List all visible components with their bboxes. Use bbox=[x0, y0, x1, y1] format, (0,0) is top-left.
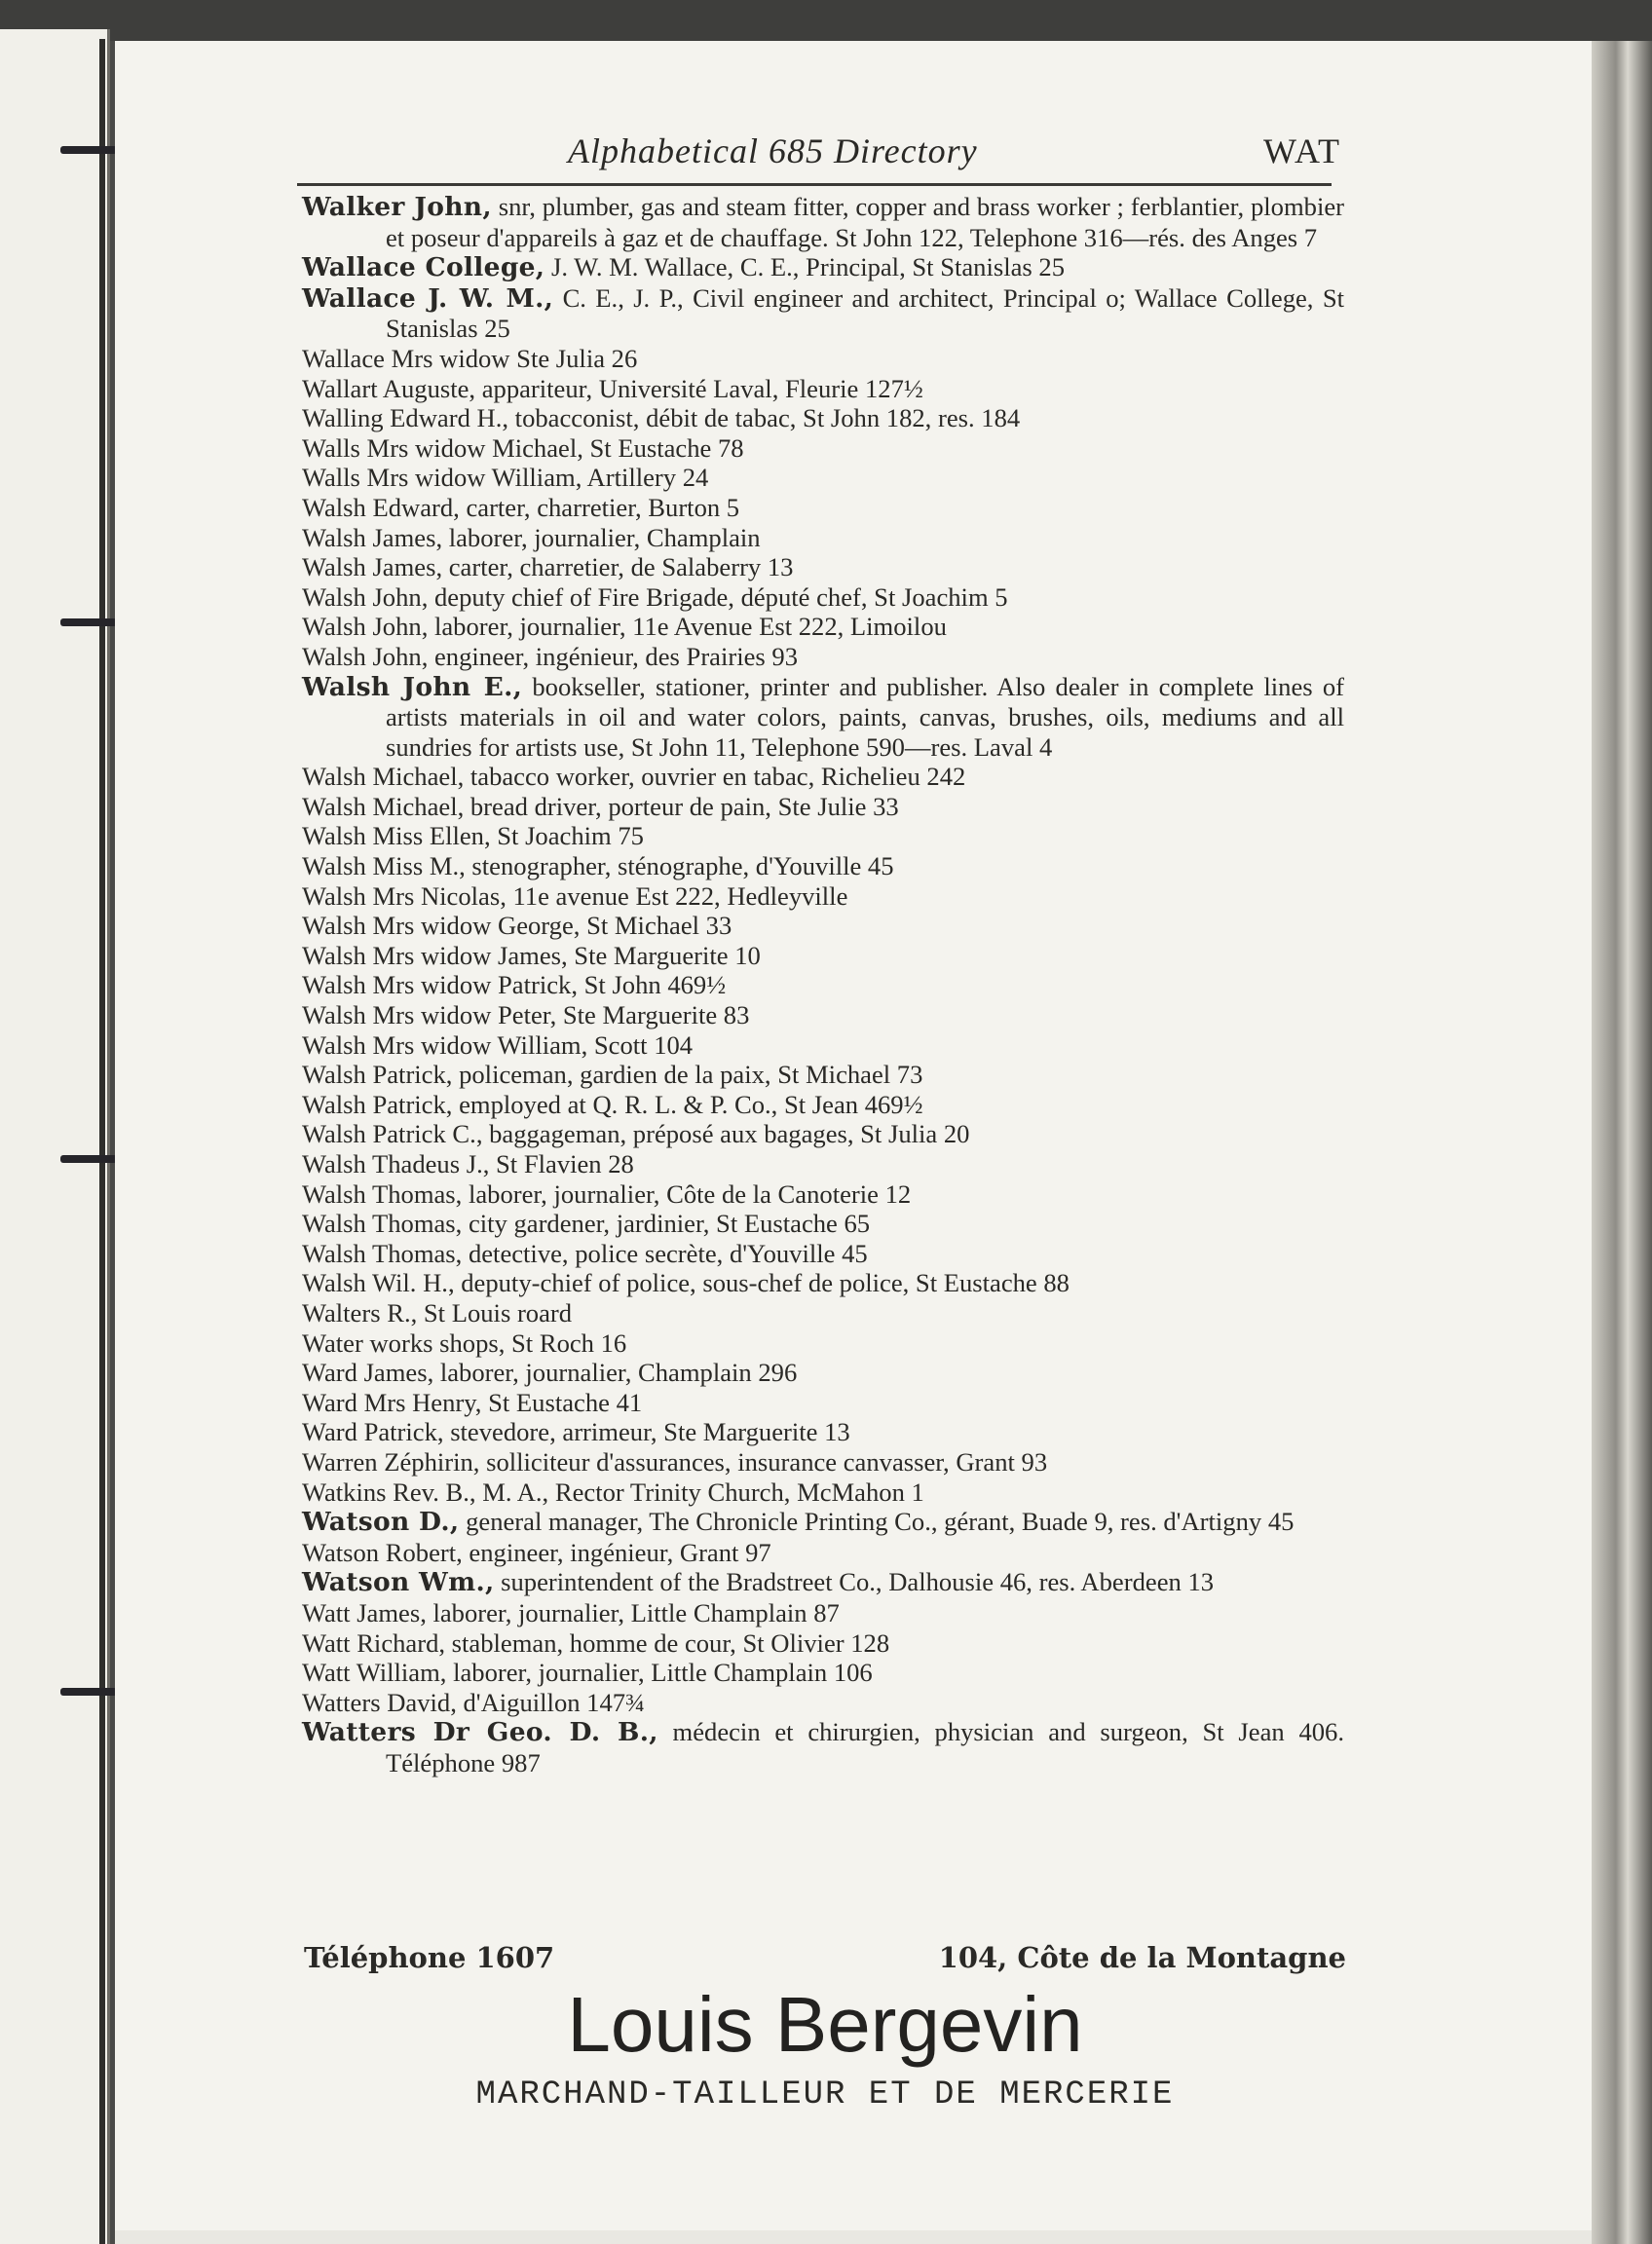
entry-text: Watt William, laborer, journalier, Little Champlain 106 bbox=[302, 1658, 873, 1688]
entry-name-bold: Watson D., bbox=[302, 1507, 460, 1538]
entry-text: Walsh Mrs widow Patrick, St John 469½ bbox=[302, 970, 727, 1000]
entry-text: bookseller, stationer, printer and publisher. Also dealer in complete lines of artists materials in oil and water colors, paints, canvas, brushes, oils, mediums and all sundries for artists use, St John 11, Telephone 590—res. Laval 4 bbox=[386, 671, 1344, 762]
entry-text: Watkins Rev. B., M. A., Rector Trinity Church, McMahon 1 bbox=[302, 1477, 924, 1507]
directory-entry bbox=[302, 1628, 1344, 1659]
directory-entry bbox=[302, 1090, 1344, 1120]
directory-entry bbox=[302, 911, 1344, 941]
header-title: Alphabetical 685 Directory bbox=[568, 131, 978, 170]
advert-subtitle: MARCHAND-TAILLEUR ET DE MERCERIE bbox=[475, 2076, 1175, 2113]
entry-text: Walsh Patrick, employed at Q. R. L. & P. Co., St Jean 469½ bbox=[302, 1089, 923, 1119]
directory-entry bbox=[302, 1447, 1344, 1477]
entry-text: Ward James, laborer, journalier, Champlain 296 bbox=[302, 1358, 798, 1388]
entry-text: Walsh John, deputy chief of Fire Brigade, député chef, St Joachim 5 bbox=[302, 581, 1008, 612]
directory-entry bbox=[302, 552, 1344, 582]
directory-entry bbox=[302, 1298, 1344, 1328]
page-bottom-edge bbox=[115, 2230, 1592, 2244]
entry-name-bold: Watters Dr Geo. D. B., bbox=[302, 1717, 658, 1748]
directory-entry bbox=[302, 1538, 1344, 1568]
directory-entry bbox=[302, 403, 1344, 433]
directory-entry bbox=[302, 1417, 1344, 1447]
directory-entry bbox=[302, 1149, 1344, 1179]
directory-entry bbox=[302, 642, 1344, 672]
binding-stitch bbox=[60, 146, 117, 154]
entry-text: Walsh Michael, bread driver, porteur de pain, Ste Julie 33 bbox=[302, 791, 899, 821]
entry-text: Walsh John, engineer, ingénieur, des Prairies 93 bbox=[302, 641, 799, 671]
directory-entry bbox=[302, 1030, 1344, 1061]
directory-entry bbox=[302, 1688, 1344, 1718]
binding-stitch bbox=[60, 1688, 117, 1696]
entry-text: Walsh Miss Ellen, St Joachim 75 bbox=[302, 821, 644, 851]
entry-text: general manager, The Chronicle Printing Co., gérant, Buade 9, res. d'Artigny 45 bbox=[459, 1507, 1295, 1537]
entry-name-bold: Walker John, bbox=[302, 192, 492, 222]
directory-entry bbox=[302, 612, 1344, 642]
directory-entry bbox=[302, 672, 1344, 763]
directory-entry bbox=[302, 970, 1344, 1000]
entry-text: Walsh James, carter, charretier, de Salaberry 13 bbox=[302, 552, 794, 582]
entry-text: Walters R., St Louis roard bbox=[302, 1297, 573, 1328]
directory-entry bbox=[302, 1268, 1344, 1298]
directory-entry bbox=[302, 433, 1344, 464]
directory-entry bbox=[302, 1567, 1344, 1598]
entry-name-bold: Wallace College, bbox=[302, 252, 545, 283]
entry-text: snr, plumber, gas and steam fitter, copper and brass worker ; ferblantier, plombier et poseur d'appareils à gaz et de chauffage. St John 122, Telephone 316—rés. des Anges 7 bbox=[386, 192, 1344, 252]
directory-entry bbox=[302, 344, 1344, 374]
directory-entry bbox=[302, 881, 1344, 912]
advert-name: Louis Bergevin bbox=[567, 1981, 1083, 2068]
directory-entry bbox=[302, 762, 1344, 792]
entry-text: Walls Mrs widow Michael, St Eustache 78 bbox=[302, 432, 744, 463]
directory-entry bbox=[302, 523, 1344, 553]
directory-entry bbox=[302, 252, 1344, 283]
binding-stitch bbox=[60, 1155, 117, 1163]
book-spine-margin bbox=[0, 29, 110, 2244]
directory-entry bbox=[302, 1658, 1344, 1688]
entry-text: Watson Robert, engineer, ingénieur, Grant 97 bbox=[302, 1537, 771, 1567]
directory-entry bbox=[302, 1507, 1344, 1538]
entry-text: Walsh Thomas, city gardener, jardinier, St Eustache 65 bbox=[302, 1209, 871, 1239]
directory-entry bbox=[302, 283, 1344, 344]
entry-text: Walsh Thadeus J., St Flavien 28 bbox=[302, 1149, 634, 1178]
advert-phone: Téléphone 1607 bbox=[304, 1941, 555, 1974]
entry-text: Ward Mrs Henry, St Eustache 41 bbox=[302, 1387, 643, 1417]
advert-address: 104, Côte de la Montagne bbox=[938, 1941, 1346, 1974]
entry-text: Walsh Thomas, detective, police secrète, d'Youville 45 bbox=[302, 1238, 868, 1268]
advert-contact-row bbox=[304, 1941, 1346, 1980]
directory-entry bbox=[302, 1000, 1344, 1030]
entry-text: Walsh Patrick C., baggageman, préposé aux bagages, St Julia 20 bbox=[302, 1119, 970, 1149]
entry-text: Watt James, laborer, journalier, Little Champlain 87 bbox=[302, 1597, 840, 1627]
entry-text: Watters David, d'Aiguillon 147¾ bbox=[302, 1687, 646, 1717]
directory-entry bbox=[302, 821, 1344, 851]
entry-text: Ward Patrick, stevedore, arrimeur, Ste Marguerite 13 bbox=[302, 1417, 850, 1447]
page-edge bbox=[1592, 41, 1652, 2244]
directory-entry bbox=[302, 1598, 1344, 1628]
entry-text: superintendent of the Bradstreet Co., Dalhousie 46, res. Aberdeen 13 bbox=[494, 1567, 1215, 1597]
directory-entry bbox=[302, 941, 1344, 971]
running-header bbox=[297, 127, 1341, 171]
directory-entry bbox=[302, 1060, 1344, 1090]
entry-text: Walsh Mrs widow Peter, Ste Marguerite 83 bbox=[302, 1000, 750, 1030]
directory-entry bbox=[302, 1717, 1344, 1777]
directory-entry bbox=[302, 192, 1344, 252]
entry-text: Water works shops, St Roch 16 bbox=[302, 1328, 627, 1358]
entry-text: Warren Zéphirin, solliciteur d'assurances, insurance canvasser, Grant 93 bbox=[302, 1446, 1048, 1477]
entry-text: Walls Mrs widow William, Artillery 24 bbox=[302, 463, 709, 493]
directory-entry bbox=[302, 1179, 1344, 1210]
entry-text: Walsh Wil. H., deputy-chief of police, sous-chef de police, St Eustache 88 bbox=[302, 1268, 1070, 1298]
directory-entry bbox=[302, 1209, 1344, 1239]
directory-entry bbox=[302, 374, 1344, 404]
binding-stitch bbox=[60, 618, 117, 626]
entry-text: Walsh Mrs Nicolas, 11e avenue Est 222, Hedleyville bbox=[302, 880, 848, 911]
entry-text: Watt Richard, stableman, homme de cour, St Olivier 128 bbox=[302, 1627, 890, 1658]
entry-name-bold: Wallace J. W. M., bbox=[302, 282, 554, 314]
header-key: WAT bbox=[1263, 131, 1341, 170]
directory-entry bbox=[302, 1119, 1344, 1149]
entry-text: Walsh Mrs widow James, Ste Marguerite 10 bbox=[302, 940, 761, 970]
entry-text: Walsh Michael, tabacco worker, ouvrier en tabac, Richelieu 242 bbox=[302, 762, 966, 792]
entry-text: Walsh Thomas, laborer, journalier, Côte de la Canoterie 12 bbox=[302, 1178, 912, 1209]
directory-entry bbox=[302, 1239, 1344, 1269]
directory-entry bbox=[302, 1358, 1344, 1388]
entry-text: Walsh John, laborer, journalier, 11e Avenue Est 222, Limoilou bbox=[302, 612, 947, 642]
entry-text: Walsh Mrs widow William, Scott 104 bbox=[302, 1029, 694, 1060]
entry-text: Walsh James, laborer, journalier, Champlain bbox=[302, 522, 761, 552]
entry-text: Walling Edward H., tobacconist, débit de tabac, St John 182, res. 184 bbox=[302, 403, 1021, 433]
directory-entry bbox=[302, 851, 1344, 881]
entry-text: J. W. M. Wallace, C. E., Principal, St Stanislas 25 bbox=[544, 252, 1065, 282]
entry-text: Wallart Auguste, appariteur, Université Laval, Fleurie 127½ bbox=[302, 373, 923, 403]
directory-entry bbox=[302, 493, 1344, 523]
entry-text: Walsh Edward, carter, charretier, Burton 5 bbox=[302, 492, 740, 522]
directory-entry bbox=[302, 1477, 1344, 1508]
binding-line bbox=[99, 39, 105, 2244]
directory-entry bbox=[302, 1388, 1344, 1418]
entry-text: C. E., J. P., Civil engineer and architect, Principal o; Wallace College, St Stanislas 25 bbox=[386, 282, 1344, 344]
entry-name-bold: Watson Wm., bbox=[302, 1567, 495, 1598]
directory-entry bbox=[302, 582, 1344, 613]
scan-top-band bbox=[0, 0, 1652, 41]
entry-text: Walsh Mrs widow George, St Michael 33 bbox=[302, 911, 732, 941]
entry-text: Wallace Mrs widow Ste Julia 26 bbox=[302, 343, 638, 373]
entry-text: Walsh Miss M., stenographer, sténographe, d'Youville 45 bbox=[302, 851, 894, 881]
directory-entry bbox=[302, 1328, 1344, 1359]
directory-entries bbox=[302, 192, 1344, 1777]
header-rule bbox=[297, 183, 1332, 186]
entry-name-bold: Walsh John E., bbox=[302, 671, 523, 702]
directory-entry bbox=[302, 792, 1344, 822]
directory-entry bbox=[302, 463, 1344, 493]
entry-text: Walsh Patrick, policeman, gardien de la paix, St Michael 73 bbox=[302, 1060, 923, 1090]
entry-text: médecin et chirurgien, physician and surgeon, St Jean 406. Téléphone 987 bbox=[386, 1717, 1344, 1777]
